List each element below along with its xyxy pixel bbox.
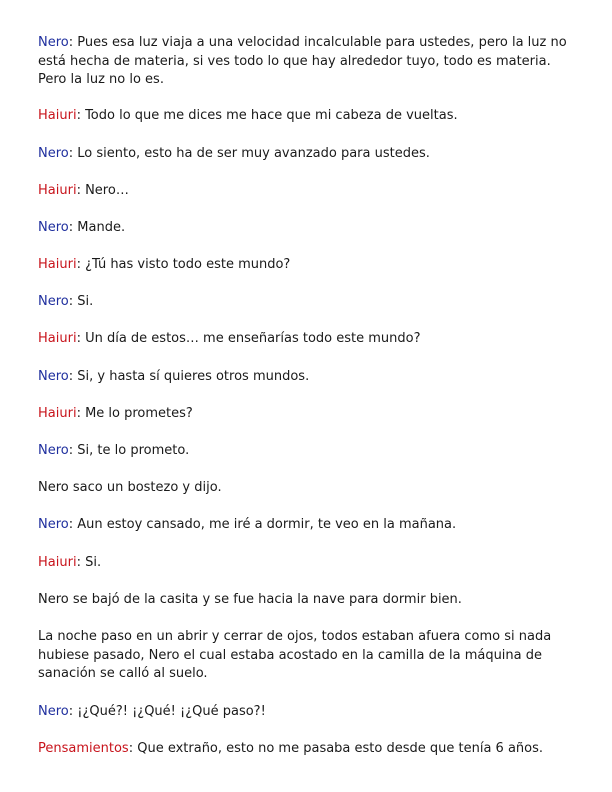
line-text: Nero saco un bostezo y dijo. bbox=[38, 480, 222, 495]
speaker-name: Haiuri bbox=[38, 183, 77, 198]
dialogue-line bbox=[38, 34, 578, 90]
speaker-name: Nero bbox=[38, 146, 69, 161]
narration-paragraph bbox=[38, 479, 578, 498]
dialogue-line bbox=[38, 182, 578, 201]
line-text: Me lo prometes? bbox=[85, 406, 193, 421]
speaker-name: Nero bbox=[38, 517, 69, 532]
line-text: Si. bbox=[85, 555, 102, 570]
speaker-separator: : bbox=[68, 294, 78, 309]
line-text: Pues esa luz viaja a una velocidad incalculable para ustedes, pero la luz no está hecha de materia, si ves todo lo que hay alrededor tuyo, todo es materia. Pero la luz no lo es. bbox=[38, 35, 567, 88]
speaker-separator: : bbox=[68, 35, 78, 50]
dialogue-line bbox=[38, 256, 578, 275]
dialogue-line bbox=[38, 107, 578, 126]
narration-paragraph bbox=[38, 628, 578, 684]
speaker-separator: : bbox=[76, 331, 86, 346]
speaker-separator: : bbox=[68, 220, 78, 235]
line-text: ¿Tú has visto todo este mundo? bbox=[85, 257, 291, 272]
dialogue-line bbox=[38, 293, 578, 312]
dialogue-line bbox=[38, 145, 578, 164]
line-text: Nero… bbox=[85, 183, 129, 198]
line-text: Si, y hasta sí quieres otros mundos. bbox=[77, 369, 310, 384]
speaker-separator: : bbox=[76, 257, 86, 272]
speaker-separator: : bbox=[68, 517, 78, 532]
narration-paragraph bbox=[38, 591, 578, 610]
speaker-name: Haiuri bbox=[38, 406, 77, 421]
dialogue-line bbox=[38, 405, 578, 424]
line-text: Si, te lo prometo. bbox=[77, 443, 190, 458]
dialogue-line bbox=[38, 368, 578, 387]
speaker-name: Haiuri bbox=[38, 257, 77, 272]
speaker-name: Nero bbox=[38, 443, 69, 458]
line-text: ¡¿Qué?! ¡¿Qué! ¡¿Qué paso?! bbox=[77, 704, 266, 719]
speaker-separator: : bbox=[76, 555, 86, 570]
line-text: Aun estoy cansado, me iré a dormir, te veo en la mañana. bbox=[77, 517, 457, 532]
line-text: Un día de estos… me enseñarías todo este mundo? bbox=[85, 331, 421, 346]
dialogue-line bbox=[38, 442, 578, 461]
speaker-name: Nero bbox=[38, 369, 69, 384]
dialogue-line bbox=[38, 516, 578, 535]
speaker-name: Nero bbox=[38, 220, 69, 235]
line-text: La noche paso en un abrir y cerrar de ojos, todos estaban afuera como si nada hubiese pasado, Nero el cual estaba acostado en la camilla de la máquina de sanación se calló al suelo. bbox=[38, 629, 552, 682]
speaker-separator: : bbox=[68, 369, 78, 384]
line-text: Todo lo que me dices me hace que mi cabeza de vueltas. bbox=[85, 108, 458, 123]
line-text: Mande. bbox=[77, 220, 126, 235]
speaker-separator: : bbox=[128, 741, 138, 756]
speaker-name: Nero bbox=[38, 704, 69, 719]
dialogue-line bbox=[38, 740, 578, 759]
speaker-separator: : bbox=[68, 443, 78, 458]
speaker-name: Haiuri bbox=[38, 331, 77, 346]
speaker-separator: : bbox=[76, 108, 86, 123]
speaker-separator: : bbox=[76, 183, 86, 198]
dialogue-line bbox=[38, 703, 578, 722]
speaker-name: Nero bbox=[38, 35, 69, 50]
line-text: Lo siento, esto ha de ser muy avanzado para ustedes. bbox=[77, 146, 430, 161]
speaker-name: Haiuri bbox=[38, 555, 77, 570]
speaker-name: Pensamientos bbox=[38, 741, 129, 756]
dialogue-line bbox=[38, 554, 578, 573]
dialogue-line bbox=[38, 330, 578, 349]
speaker-separator: : bbox=[76, 406, 86, 421]
line-text: Que extraño, esto no me pasaba esto desde que tenía 6 años. bbox=[137, 741, 544, 756]
line-text: Si. bbox=[77, 294, 94, 309]
speaker-name: Haiuri bbox=[38, 108, 77, 123]
speaker-name: Nero bbox=[38, 294, 69, 309]
speaker-separator: : bbox=[68, 146, 78, 161]
dialogue-line bbox=[38, 219, 578, 238]
speaker-separator: : bbox=[68, 704, 78, 719]
line-text: Nero se bajó de la casita y se fue hacia la nave para dormir bien. bbox=[38, 592, 462, 607]
